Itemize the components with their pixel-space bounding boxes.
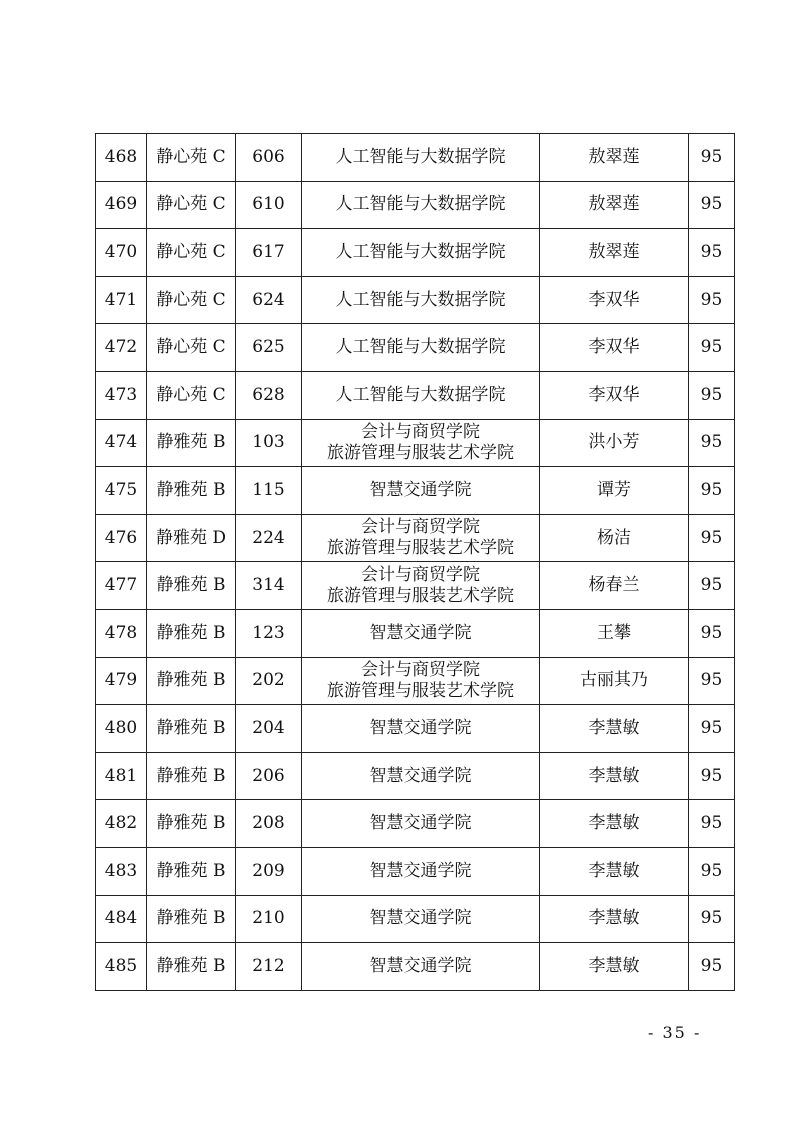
college-cell xyxy=(302,895,540,943)
table-row xyxy=(96,800,735,848)
manager-cell: 李慧敏 xyxy=(540,895,689,943)
college-cell xyxy=(302,371,540,419)
manager-cell: 李慧敏 xyxy=(540,705,689,753)
college-cell xyxy=(302,562,540,610)
manager-cell: 敖翠莲 xyxy=(540,134,689,182)
college-name: 人工智能与大数据学院 xyxy=(335,289,506,310)
college-name: 会计与商贸学院 xyxy=(361,564,480,585)
college-name: 会计与商贸学院 xyxy=(361,659,480,680)
row-number-cell: 471 xyxy=(96,276,147,324)
room-number-cell: 209 xyxy=(236,847,302,895)
table-body xyxy=(96,134,735,991)
building-cell: 静雅苑 B xyxy=(147,943,236,991)
building-cell: 静雅苑 B xyxy=(147,800,236,848)
table-row xyxy=(96,895,735,943)
college-cell xyxy=(302,324,540,372)
room-number-cell: 617 xyxy=(236,229,302,277)
building-cell: 静雅苑 B xyxy=(147,562,236,610)
college-name: 智慧交通学院 xyxy=(369,813,472,834)
row-number-cell: 479 xyxy=(96,657,147,705)
college-name: 人工智能与大数据学院 xyxy=(335,241,506,262)
manager-cell: 李慧敏 xyxy=(540,847,689,895)
manager-cell: 李双华 xyxy=(540,324,689,372)
score-cell: 95 xyxy=(689,371,735,419)
manager-cell: 敖翠莲 xyxy=(540,229,689,277)
room-number-cell: 208 xyxy=(236,800,302,848)
table-row xyxy=(96,324,735,372)
college-name: 人工智能与大数据学院 xyxy=(335,194,506,215)
row-number-cell: 470 xyxy=(96,229,147,277)
building-cell: 静雅苑 B xyxy=(147,705,236,753)
manager-cell: 谭芳 xyxy=(540,467,689,515)
row-number-cell: 478 xyxy=(96,609,147,657)
manager-cell: 杨春兰 xyxy=(540,562,689,610)
row-number-cell: 481 xyxy=(96,752,147,800)
college-cell xyxy=(302,134,540,182)
row-number-cell: 473 xyxy=(96,371,147,419)
college-name: 会计与商贸学院 xyxy=(361,517,480,538)
row-number-cell: 472 xyxy=(96,324,147,372)
score-cell: 95 xyxy=(689,752,735,800)
college-name: 人工智能与大数据学院 xyxy=(335,384,506,405)
college-name: 智慧交通学院 xyxy=(369,479,472,500)
manager-cell: 李双华 xyxy=(540,276,689,324)
college-cell xyxy=(302,705,540,753)
room-number-cell: 204 xyxy=(236,705,302,753)
college-name: 智慧交通学院 xyxy=(369,908,472,929)
table-row xyxy=(96,562,735,610)
row-number-cell: 475 xyxy=(96,467,147,515)
room-number-cell: 610 xyxy=(236,181,302,229)
building-cell: 静雅苑 B xyxy=(147,467,236,515)
table-row xyxy=(96,705,735,753)
table-row xyxy=(96,609,735,657)
table-row xyxy=(96,371,735,419)
college-name: 智慧交通学院 xyxy=(369,860,472,881)
row-number-cell: 485 xyxy=(96,943,147,991)
building-cell: 静心苑 C xyxy=(147,324,236,372)
manager-cell: 杨洁 xyxy=(540,514,689,562)
table-row xyxy=(96,657,735,705)
room-number-cell: 624 xyxy=(236,276,302,324)
manager-cell: 洪小芳 xyxy=(540,419,689,467)
building-cell: 静心苑 C xyxy=(147,134,236,182)
table-row xyxy=(96,181,735,229)
building-cell: 静心苑 C xyxy=(147,181,236,229)
room-number-cell: 628 xyxy=(236,371,302,419)
page-number: - 35 - xyxy=(648,1023,702,1042)
manager-cell: 李双华 xyxy=(540,371,689,419)
row-number-cell: 484 xyxy=(96,895,147,943)
score-cell: 95 xyxy=(689,229,735,277)
room-number-cell: 606 xyxy=(236,134,302,182)
row-number-cell: 482 xyxy=(96,800,147,848)
row-number-cell: 483 xyxy=(96,847,147,895)
table-row xyxy=(96,514,735,562)
table-row xyxy=(96,229,735,277)
score-cell: 95 xyxy=(689,467,735,515)
row-number-cell: 477 xyxy=(96,562,147,610)
table-row xyxy=(96,419,735,467)
college-cell xyxy=(302,847,540,895)
score-cell: 95 xyxy=(689,562,735,610)
college-name: 智慧交通学院 xyxy=(369,955,472,976)
row-number-cell: 469 xyxy=(96,181,147,229)
score-cell: 95 xyxy=(689,609,735,657)
score-cell: 95 xyxy=(689,276,735,324)
college-name: 旅游管理与服装艺术学院 xyxy=(327,538,514,559)
college-name: 会计与商贸学院 xyxy=(361,421,480,442)
room-number-cell: 625 xyxy=(236,324,302,372)
building-cell: 静雅苑 D xyxy=(147,514,236,562)
score-cell: 95 xyxy=(689,943,735,991)
room-number-cell: 212 xyxy=(236,943,302,991)
building-cell: 静心苑 C xyxy=(147,276,236,324)
table-row xyxy=(96,847,735,895)
college-cell xyxy=(302,514,540,562)
college-name: 旅游管理与服装艺术学院 xyxy=(327,442,514,463)
building-cell: 静心苑 C xyxy=(147,371,236,419)
manager-cell: 李慧敏 xyxy=(540,752,689,800)
manager-cell: 李慧敏 xyxy=(540,800,689,848)
college-cell xyxy=(302,467,540,515)
room-number-cell: 224 xyxy=(236,514,302,562)
score-cell: 95 xyxy=(689,514,735,562)
manager-cell: 敖翠莲 xyxy=(540,181,689,229)
college-name: 智慧交通学院 xyxy=(369,622,472,643)
manager-cell: 王攀 xyxy=(540,609,689,657)
college-cell xyxy=(302,657,540,705)
college-cell xyxy=(302,752,540,800)
building-cell: 静雅苑 B xyxy=(147,609,236,657)
row-number-cell: 476 xyxy=(96,514,147,562)
building-cell: 静雅苑 B xyxy=(147,752,236,800)
building-cell: 静雅苑 B xyxy=(147,895,236,943)
college-name: 智慧交通学院 xyxy=(369,765,472,786)
room-number-cell: 210 xyxy=(236,895,302,943)
room-number-cell: 206 xyxy=(236,752,302,800)
college-cell xyxy=(302,800,540,848)
college-name: 旅游管理与服装艺术学院 xyxy=(327,585,514,606)
score-cell: 95 xyxy=(689,134,735,182)
college-cell xyxy=(302,419,540,467)
building-cell: 静心苑 C xyxy=(147,229,236,277)
room-number-cell: 123 xyxy=(236,609,302,657)
table-row xyxy=(96,134,735,182)
college-name: 旅游管理与服装艺术学院 xyxy=(327,680,514,701)
score-cell: 95 xyxy=(689,847,735,895)
score-cell: 95 xyxy=(689,800,735,848)
building-cell: 静雅苑 B xyxy=(147,657,236,705)
score-cell: 95 xyxy=(689,657,735,705)
room-number-cell: 103 xyxy=(236,419,302,467)
building-cell: 静雅苑 B xyxy=(147,419,236,467)
table-row xyxy=(96,467,735,515)
row-number-cell: 468 xyxy=(96,134,147,182)
college-cell xyxy=(302,609,540,657)
score-cell: 95 xyxy=(689,895,735,943)
room-number-cell: 115 xyxy=(236,467,302,515)
manager-cell: 李慧敏 xyxy=(540,943,689,991)
score-cell: 95 xyxy=(689,324,735,372)
room-number-cell: 202 xyxy=(236,657,302,705)
manager-cell: 古丽其乃 xyxy=(540,657,689,705)
college-cell xyxy=(302,229,540,277)
table-row xyxy=(96,276,735,324)
college-name: 智慧交通学院 xyxy=(369,717,472,738)
row-number-cell: 480 xyxy=(96,705,147,753)
room-number-cell: 314 xyxy=(236,562,302,610)
table-row xyxy=(96,752,735,800)
college-cell xyxy=(302,181,540,229)
score-cell: 95 xyxy=(689,705,735,753)
score-cell: 95 xyxy=(689,419,735,467)
college-cell xyxy=(302,276,540,324)
college-name: 人工智能与大数据学院 xyxy=(335,146,506,167)
table-row xyxy=(96,943,735,991)
dormitory-score-table xyxy=(95,133,735,991)
building-cell: 静雅苑 B xyxy=(147,847,236,895)
score-cell: 95 xyxy=(689,181,735,229)
college-cell xyxy=(302,943,540,991)
college-name: 人工智能与大数据学院 xyxy=(335,337,506,358)
row-number-cell: 474 xyxy=(96,419,147,467)
